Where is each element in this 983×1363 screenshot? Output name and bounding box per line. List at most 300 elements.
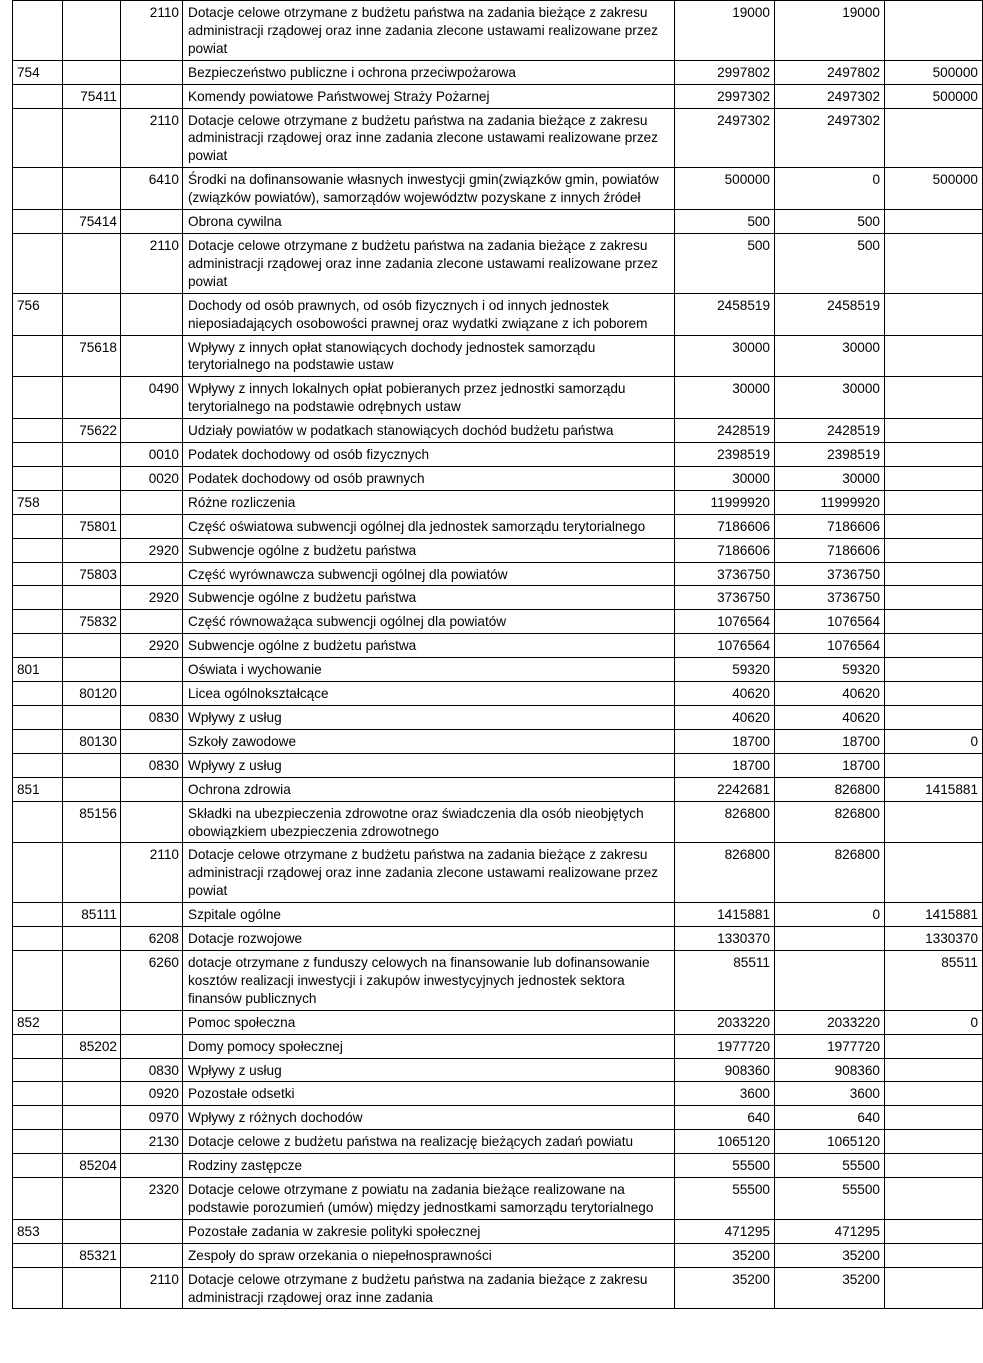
amount-current-cell: 30000: [775, 377, 885, 419]
table-row: [13, 108, 983, 168]
dzial-cell: [13, 1178, 63, 1220]
table-row: [13, 1243, 983, 1267]
rozdzial-cell: [63, 950, 121, 1010]
rozdzial-cell: 75622: [63, 419, 121, 443]
amount-current-cell: 30000: [775, 335, 885, 377]
paragraf-cell: 0830: [121, 706, 183, 730]
dzial-cell: [13, 233, 63, 293]
dzial-cell: [13, 168, 63, 210]
rozdzial-cell: 75414: [63, 210, 121, 234]
description-cell: Szpitale ogólne: [183, 903, 675, 927]
paragraf-cell: [121, 419, 183, 443]
paragraf-cell: [121, 562, 183, 586]
amount-total-cell: 3736750: [675, 562, 775, 586]
amount-current-cell: 471295: [775, 1219, 885, 1243]
table-row: [13, 1130, 983, 1154]
amount-capital-cell: [885, 1243, 983, 1267]
amount-total-cell: 1415881: [675, 903, 775, 927]
amount-total-cell: 2497302: [675, 108, 775, 168]
amount-current-cell: 2398519: [775, 443, 885, 467]
amount-total-cell: 2033220: [675, 1010, 775, 1034]
amount-capital-cell: [885, 1154, 983, 1178]
description-cell: Dotacje celowe otrzymane z budżetu państwa na zadania bieżące z zakresu administracji rządowej oraz inne zadania zlecone ustawami realizowane przez powiat: [183, 233, 675, 293]
amount-capital-cell: [885, 1082, 983, 1106]
amount-capital-cell: [885, 706, 983, 730]
description-cell: Różne rozliczenia: [183, 490, 675, 514]
amount-capital-cell: [885, 634, 983, 658]
paragraf-cell: [121, 1154, 183, 1178]
rozdzial-cell: [63, 634, 121, 658]
rozdzial-cell: 80120: [63, 682, 121, 706]
rozdzial-cell: 75411: [63, 84, 121, 108]
table-row: [13, 1, 983, 61]
paragraf-cell: [121, 1219, 183, 1243]
rozdzial-cell: [63, 1130, 121, 1154]
description-cell: Część równoważąca subwencji ogólnej dla powiatów: [183, 610, 675, 634]
dzial-cell: [13, 419, 63, 443]
description-cell: Część oświatowa subwencji ogólnej dla jednostek samorządu terytorialnego: [183, 514, 675, 538]
amount-current-cell: 18700: [775, 753, 885, 777]
amount-current-cell: 40620: [775, 706, 885, 730]
amount-current-cell: 35200: [775, 1243, 885, 1267]
amount-total-cell: 3600: [675, 1082, 775, 1106]
dzial-cell: [13, 753, 63, 777]
amount-current-cell: 3600: [775, 1082, 885, 1106]
description-cell: Pomoc społeczna: [183, 1010, 675, 1034]
paragraf-cell: [121, 210, 183, 234]
amount-total-cell: 1076564: [675, 634, 775, 658]
amount-current-cell: 826800: [775, 843, 885, 903]
paragraf-cell: 6260: [121, 950, 183, 1010]
description-cell: Subwencje ogólne z budżetu państwa: [183, 538, 675, 562]
description-cell: Obrona cywilna: [183, 210, 675, 234]
paragraf-cell: [121, 84, 183, 108]
paragraf-cell: 0830: [121, 753, 183, 777]
dzial-cell: [13, 927, 63, 951]
rozdzial-cell: [63, 233, 121, 293]
amount-total-cell: 7186606: [675, 538, 775, 562]
table-row: [13, 419, 983, 443]
amount-current-cell: 2497802: [775, 60, 885, 84]
amount-total-cell: 18700: [675, 729, 775, 753]
amount-capital-cell: [885, 562, 983, 586]
amount-current-cell: 55500: [775, 1154, 885, 1178]
amount-capital-cell: [885, 443, 983, 467]
amount-total-cell: 7186606: [675, 514, 775, 538]
paragraf-cell: 2320: [121, 1178, 183, 1220]
amount-total-cell: 3736750: [675, 586, 775, 610]
dzial-cell: [13, 1, 63, 61]
amount-total-cell: 85511: [675, 950, 775, 1010]
description-cell: Dotacje celowe otrzymane z budżetu państwa na zadania bieżące z zakresu administracji rządowej oraz inne zadania zlecone ustawami realizowane przez powiat: [183, 843, 675, 903]
table-row: [13, 903, 983, 927]
amount-capital-cell: 0: [885, 729, 983, 753]
paragraf-cell: 2130: [121, 1130, 183, 1154]
amount-capital-cell: [885, 419, 983, 443]
rozdzial-cell: 85321: [63, 1243, 121, 1267]
rozdzial-cell: 85111: [63, 903, 121, 927]
paragraf-cell: [121, 801, 183, 843]
description-cell: dotacje otrzymane z funduszy celowych na finansowanie lub dofinansowanie kosztów realizacji inwestycji i zakupów inwestycyjnych jednostek sektora finansów publicznych: [183, 950, 675, 1010]
rozdzial-cell: [63, 108, 121, 168]
paragraf-cell: 2920: [121, 538, 183, 562]
paragraf-cell: 0830: [121, 1058, 183, 1082]
description-cell: Wpływy z usług: [183, 706, 675, 730]
table-row: [13, 514, 983, 538]
table-row: [13, 777, 983, 801]
description-cell: Dotacje celowe otrzymane z budżetu państwa na zadania bieżące z zakresu administracji rządowej oraz inne zadania zlecone ustawami realizowane przez powiat: [183, 1, 675, 61]
amount-current-cell: 59320: [775, 658, 885, 682]
paragraf-cell: 2110: [121, 1, 183, 61]
amount-capital-cell: [885, 682, 983, 706]
description-cell: Dotacje celowe otrzymane z budżetu państwa na zadania bieżące z zakresu administracji rządowej oraz inne zadania: [183, 1267, 675, 1309]
paragraf-cell: [121, 514, 183, 538]
table-row: [13, 843, 983, 903]
amount-total-cell: 2458519: [675, 293, 775, 335]
paragraf-cell: 6410: [121, 168, 183, 210]
amount-current-cell: 0: [775, 903, 885, 927]
amount-capital-cell: 0: [885, 1010, 983, 1034]
dzial-cell: [13, 84, 63, 108]
description-cell: Część wyrównawcza subwencji ogólnej dla powiatów: [183, 562, 675, 586]
amount-capital-cell: 1415881: [885, 903, 983, 927]
dzial-cell: 754: [13, 60, 63, 84]
paragraf-cell: [121, 1010, 183, 1034]
amount-current-cell: 1076564: [775, 634, 885, 658]
description-cell: Szkoły zawodowe: [183, 729, 675, 753]
paragraf-cell: 0490: [121, 377, 183, 419]
rozdzial-cell: [63, 60, 121, 84]
amount-current-cell: 2428519: [775, 419, 885, 443]
table-row: [13, 753, 983, 777]
table-row: [13, 1010, 983, 1034]
paragraf-cell: [121, 777, 183, 801]
description-cell: Oświata i wychowanie: [183, 658, 675, 682]
amount-total-cell: 40620: [675, 706, 775, 730]
table-row: [13, 377, 983, 419]
amount-current-cell: 826800: [775, 777, 885, 801]
rozdzial-cell: [63, 1178, 121, 1220]
dzial-cell: [13, 801, 63, 843]
rozdzial-cell: [63, 168, 121, 210]
table-row: [13, 706, 983, 730]
rozdzial-cell: [63, 293, 121, 335]
dzial-cell: [13, 538, 63, 562]
amount-capital-cell: [885, 1058, 983, 1082]
table-row: [13, 927, 983, 951]
amount-current-cell: 40620: [775, 682, 885, 706]
amount-capital-cell: [885, 753, 983, 777]
amount-capital-cell: [885, 1219, 983, 1243]
table-row: [13, 490, 983, 514]
amount-current-cell: 2497302: [775, 84, 885, 108]
paragraf-cell: [121, 658, 183, 682]
dzial-cell: [13, 586, 63, 610]
amount-total-cell: 59320: [675, 658, 775, 682]
amount-current-cell: 2033220: [775, 1010, 885, 1034]
amount-total-cell: 30000: [675, 466, 775, 490]
rozdzial-cell: [63, 1082, 121, 1106]
amount-total-cell: 471295: [675, 1219, 775, 1243]
amount-capital-cell: [885, 377, 983, 419]
paragraf-cell: 2920: [121, 634, 183, 658]
dzial-cell: [13, 562, 63, 586]
table-row: [13, 634, 983, 658]
paragraf-cell: [121, 335, 183, 377]
amount-current-cell: 3736750: [775, 586, 885, 610]
dzial-cell: [13, 903, 63, 927]
rozdzial-cell: [63, 490, 121, 514]
amount-current-cell: 55500: [775, 1178, 885, 1220]
rozdzial-cell: 75832: [63, 610, 121, 634]
dzial-cell: [13, 335, 63, 377]
dzial-cell: [13, 610, 63, 634]
table-row: [13, 293, 983, 335]
amount-current-cell: 908360: [775, 1058, 885, 1082]
amount-total-cell: 55500: [675, 1154, 775, 1178]
dzial-cell: [13, 634, 63, 658]
description-cell: Udziały powiatów w podatkach stanowiących dochód budżetu państwa: [183, 419, 675, 443]
paragraf-cell: 2920: [121, 586, 183, 610]
description-cell: Pozostałe zadania w zakresie polityki społecznej: [183, 1219, 675, 1243]
description-cell: Podatek dochodowy od osób fizycznych: [183, 443, 675, 467]
rozdzial-cell: 85156: [63, 801, 121, 843]
description-cell: Środki na dofinansowanie własnych inwestycji gmin(związków gmin, powiatów (związków powiatów), samorządów województw pozyskane z innych źródeł: [183, 168, 675, 210]
dzial-cell: [13, 443, 63, 467]
description-cell: Subwencje ogólne z budżetu państwa: [183, 634, 675, 658]
amount-total-cell: 35200: [675, 1267, 775, 1309]
dzial-cell: [13, 1267, 63, 1309]
amount-current-cell: 1076564: [775, 610, 885, 634]
rozdzial-cell: 85202: [63, 1034, 121, 1058]
table-row: [13, 801, 983, 843]
rozdzial-cell: [63, 1010, 121, 1034]
amount-capital-cell: 85511: [885, 950, 983, 1010]
amount-current-cell: 7186606: [775, 538, 885, 562]
rozdzial-cell: 75803: [63, 562, 121, 586]
amount-capital-cell: [885, 1178, 983, 1220]
amount-capital-cell: [885, 335, 983, 377]
dzial-cell: [13, 1106, 63, 1130]
table-row: [13, 1219, 983, 1243]
amount-current-cell: 826800: [775, 801, 885, 843]
paragraf-cell: [121, 682, 183, 706]
amount-current-cell: 18700: [775, 729, 885, 753]
rozdzial-cell: [63, 706, 121, 730]
table-row: [13, 466, 983, 490]
amount-capital-cell: [885, 490, 983, 514]
dzial-cell: [13, 1130, 63, 1154]
amount-total-cell: 19000: [675, 1, 775, 61]
description-cell: Składki na ubezpieczenia zdrowotne oraz świadczenia dla osób nieobjętych obowiązkiem ubezpieczenia zdrowotnego: [183, 801, 675, 843]
description-cell: Dochody od osób prawnych, od osób fizycznych i od innych jednostek nieposiadających osobowości prawnej oraz wydatki związane z ich poborem: [183, 293, 675, 335]
description-cell: Dotacje celowe otrzymane z powiatu na zadania bieżące realizowane na podstawie porozumień (umów) między jednostkami samorządu terytorialnego: [183, 1178, 675, 1220]
table-row: [13, 658, 983, 682]
amount-total-cell: 500: [675, 210, 775, 234]
dzial-cell: 851: [13, 777, 63, 801]
amount-capital-cell: [885, 210, 983, 234]
paragraf-cell: 6208: [121, 927, 183, 951]
amount-current-cell: [775, 927, 885, 951]
table-row: [13, 84, 983, 108]
table-row: [13, 586, 983, 610]
paragraf-cell: 0920: [121, 1082, 183, 1106]
amount-current-cell: 19000: [775, 1, 885, 61]
dzial-cell: [13, 1058, 63, 1082]
description-cell: Wpływy z usług: [183, 1058, 675, 1082]
rozdzial-cell: [63, 1, 121, 61]
table-row: [13, 1178, 983, 1220]
paragraf-cell: 2110: [121, 108, 183, 168]
paragraf-cell: 0970: [121, 1106, 183, 1130]
amount-capital-cell: [885, 538, 983, 562]
table-row: [13, 538, 983, 562]
dzial-cell: [13, 1082, 63, 1106]
dzial-cell: 853: [13, 1219, 63, 1243]
amount-capital-cell: [885, 1034, 983, 1058]
amount-total-cell: 1977720: [675, 1034, 775, 1058]
paragraf-cell: 0020: [121, 466, 183, 490]
dzial-cell: [13, 210, 63, 234]
amount-total-cell: 2997302: [675, 84, 775, 108]
paragraf-cell: [121, 1034, 183, 1058]
description-cell: Dotacje celowe z budżetu państwa na realizację bieżących zadań powiatu: [183, 1130, 675, 1154]
table-row: [13, 1082, 983, 1106]
budget-income-table: [12, 0, 983, 1309]
amount-capital-cell: [885, 1106, 983, 1130]
description-cell: Bezpieczeństwo publiczne i ochrona przeciwpożarowa: [183, 60, 675, 84]
amount-capital-cell: [885, 514, 983, 538]
description-cell: Podatek dochodowy od osób prawnych: [183, 466, 675, 490]
dzial-cell: [13, 729, 63, 753]
paragraf-cell: 0010: [121, 443, 183, 467]
amount-current-cell: 30000: [775, 466, 885, 490]
rozdzial-cell: [63, 658, 121, 682]
rozdzial-cell: [63, 843, 121, 903]
rozdzial-cell: [63, 777, 121, 801]
rozdzial-cell: [63, 1106, 121, 1130]
paragraf-cell: [121, 60, 183, 84]
paragraf-cell: 2110: [121, 233, 183, 293]
amount-total-cell: 908360: [675, 1058, 775, 1082]
description-cell: Subwencje ogólne z budżetu państwa: [183, 586, 675, 610]
amount-total-cell: 1330370: [675, 927, 775, 951]
rozdzial-cell: [63, 586, 121, 610]
table-row: [13, 1267, 983, 1309]
table-row: [13, 1058, 983, 1082]
table-row: [13, 1034, 983, 1058]
amount-capital-cell: [885, 1130, 983, 1154]
amount-total-cell: 826800: [675, 843, 775, 903]
dzial-cell: 801: [13, 658, 63, 682]
amount-capital-cell: [885, 1, 983, 61]
description-cell: Wpływy z innych lokalnych opłat pobieranych przez jednostki samorządu terytorialnego na podstawie odrębnych ustaw: [183, 377, 675, 419]
paragraf-cell: [121, 490, 183, 514]
rozdzial-cell: 75618: [63, 335, 121, 377]
amount-current-cell: 1977720: [775, 1034, 885, 1058]
amount-total-cell: 2398519: [675, 443, 775, 467]
paragraf-cell: 2110: [121, 843, 183, 903]
dzial-cell: [13, 950, 63, 1010]
description-cell: Wpływy z innych opłat stanowiących dochody jednostek samorządu terytorialnego na podstawie ustaw: [183, 335, 675, 377]
amount-total-cell: 55500: [675, 1178, 775, 1220]
amount-total-cell: 1076564: [675, 610, 775, 634]
amount-total-cell: 2242681: [675, 777, 775, 801]
dzial-cell: 852: [13, 1010, 63, 1034]
amount-current-cell: 640: [775, 1106, 885, 1130]
description-cell: Licea ogólnokształcące: [183, 682, 675, 706]
amount-current-cell: 11999920: [775, 490, 885, 514]
amount-total-cell: 640: [675, 1106, 775, 1130]
rozdzial-cell: [63, 1219, 121, 1243]
paragraf-cell: [121, 293, 183, 335]
description-cell: Wpływy z różnych dochodów: [183, 1106, 675, 1130]
dzial-cell: [13, 1243, 63, 1267]
rozdzial-cell: 85204: [63, 1154, 121, 1178]
table-row: [13, 950, 983, 1010]
dzial-cell: [13, 706, 63, 730]
rozdzial-cell: [63, 927, 121, 951]
amount-total-cell: 18700: [675, 753, 775, 777]
table-row: [13, 233, 983, 293]
table-row: [13, 210, 983, 234]
paragraf-cell: [121, 610, 183, 634]
amount-current-cell: 7186606: [775, 514, 885, 538]
table-body: [13, 1, 983, 1309]
amount-current-cell: [775, 950, 885, 1010]
dzial-cell: [13, 1034, 63, 1058]
amount-capital-cell: [885, 108, 983, 168]
amount-total-cell: 500: [675, 233, 775, 293]
amount-capital-cell: [885, 1267, 983, 1309]
amount-current-cell: 3736750: [775, 562, 885, 586]
dzial-cell: [13, 514, 63, 538]
amount-current-cell: 500: [775, 210, 885, 234]
description-cell: Wpływy z usług: [183, 753, 675, 777]
dzial-cell: [13, 843, 63, 903]
rozdzial-cell: [63, 1058, 121, 1082]
table-row: [13, 682, 983, 706]
amount-capital-cell: [885, 293, 983, 335]
dzial-cell: [13, 682, 63, 706]
description-cell: Ochrona zdrowia: [183, 777, 675, 801]
rozdzial-cell: [63, 443, 121, 467]
amount-total-cell: 30000: [675, 335, 775, 377]
description-cell: Rodziny zastępcze: [183, 1154, 675, 1178]
amount-capital-cell: [885, 233, 983, 293]
amount-total-cell: 500000: [675, 168, 775, 210]
amount-total-cell: 35200: [675, 1243, 775, 1267]
paragraf-cell: [121, 903, 183, 927]
table-row: [13, 1106, 983, 1130]
amount-total-cell: 40620: [675, 682, 775, 706]
table-row: [13, 562, 983, 586]
rozdzial-cell: [63, 377, 121, 419]
rozdzial-cell: 75801: [63, 514, 121, 538]
table-row: [13, 729, 983, 753]
amount-current-cell: 2458519: [775, 293, 885, 335]
description-cell: Dotacje rozwojowe: [183, 927, 675, 951]
amount-current-cell: 0: [775, 168, 885, 210]
amount-capital-cell: [885, 466, 983, 490]
amount-current-cell: 2497302: [775, 108, 885, 168]
table-row: [13, 60, 983, 84]
rozdzial-cell: [63, 1267, 121, 1309]
paragraf-cell: [121, 1243, 183, 1267]
amount-total-cell: 30000: [675, 377, 775, 419]
dzial-cell: 756: [13, 293, 63, 335]
amount-capital-cell: 1415881: [885, 777, 983, 801]
